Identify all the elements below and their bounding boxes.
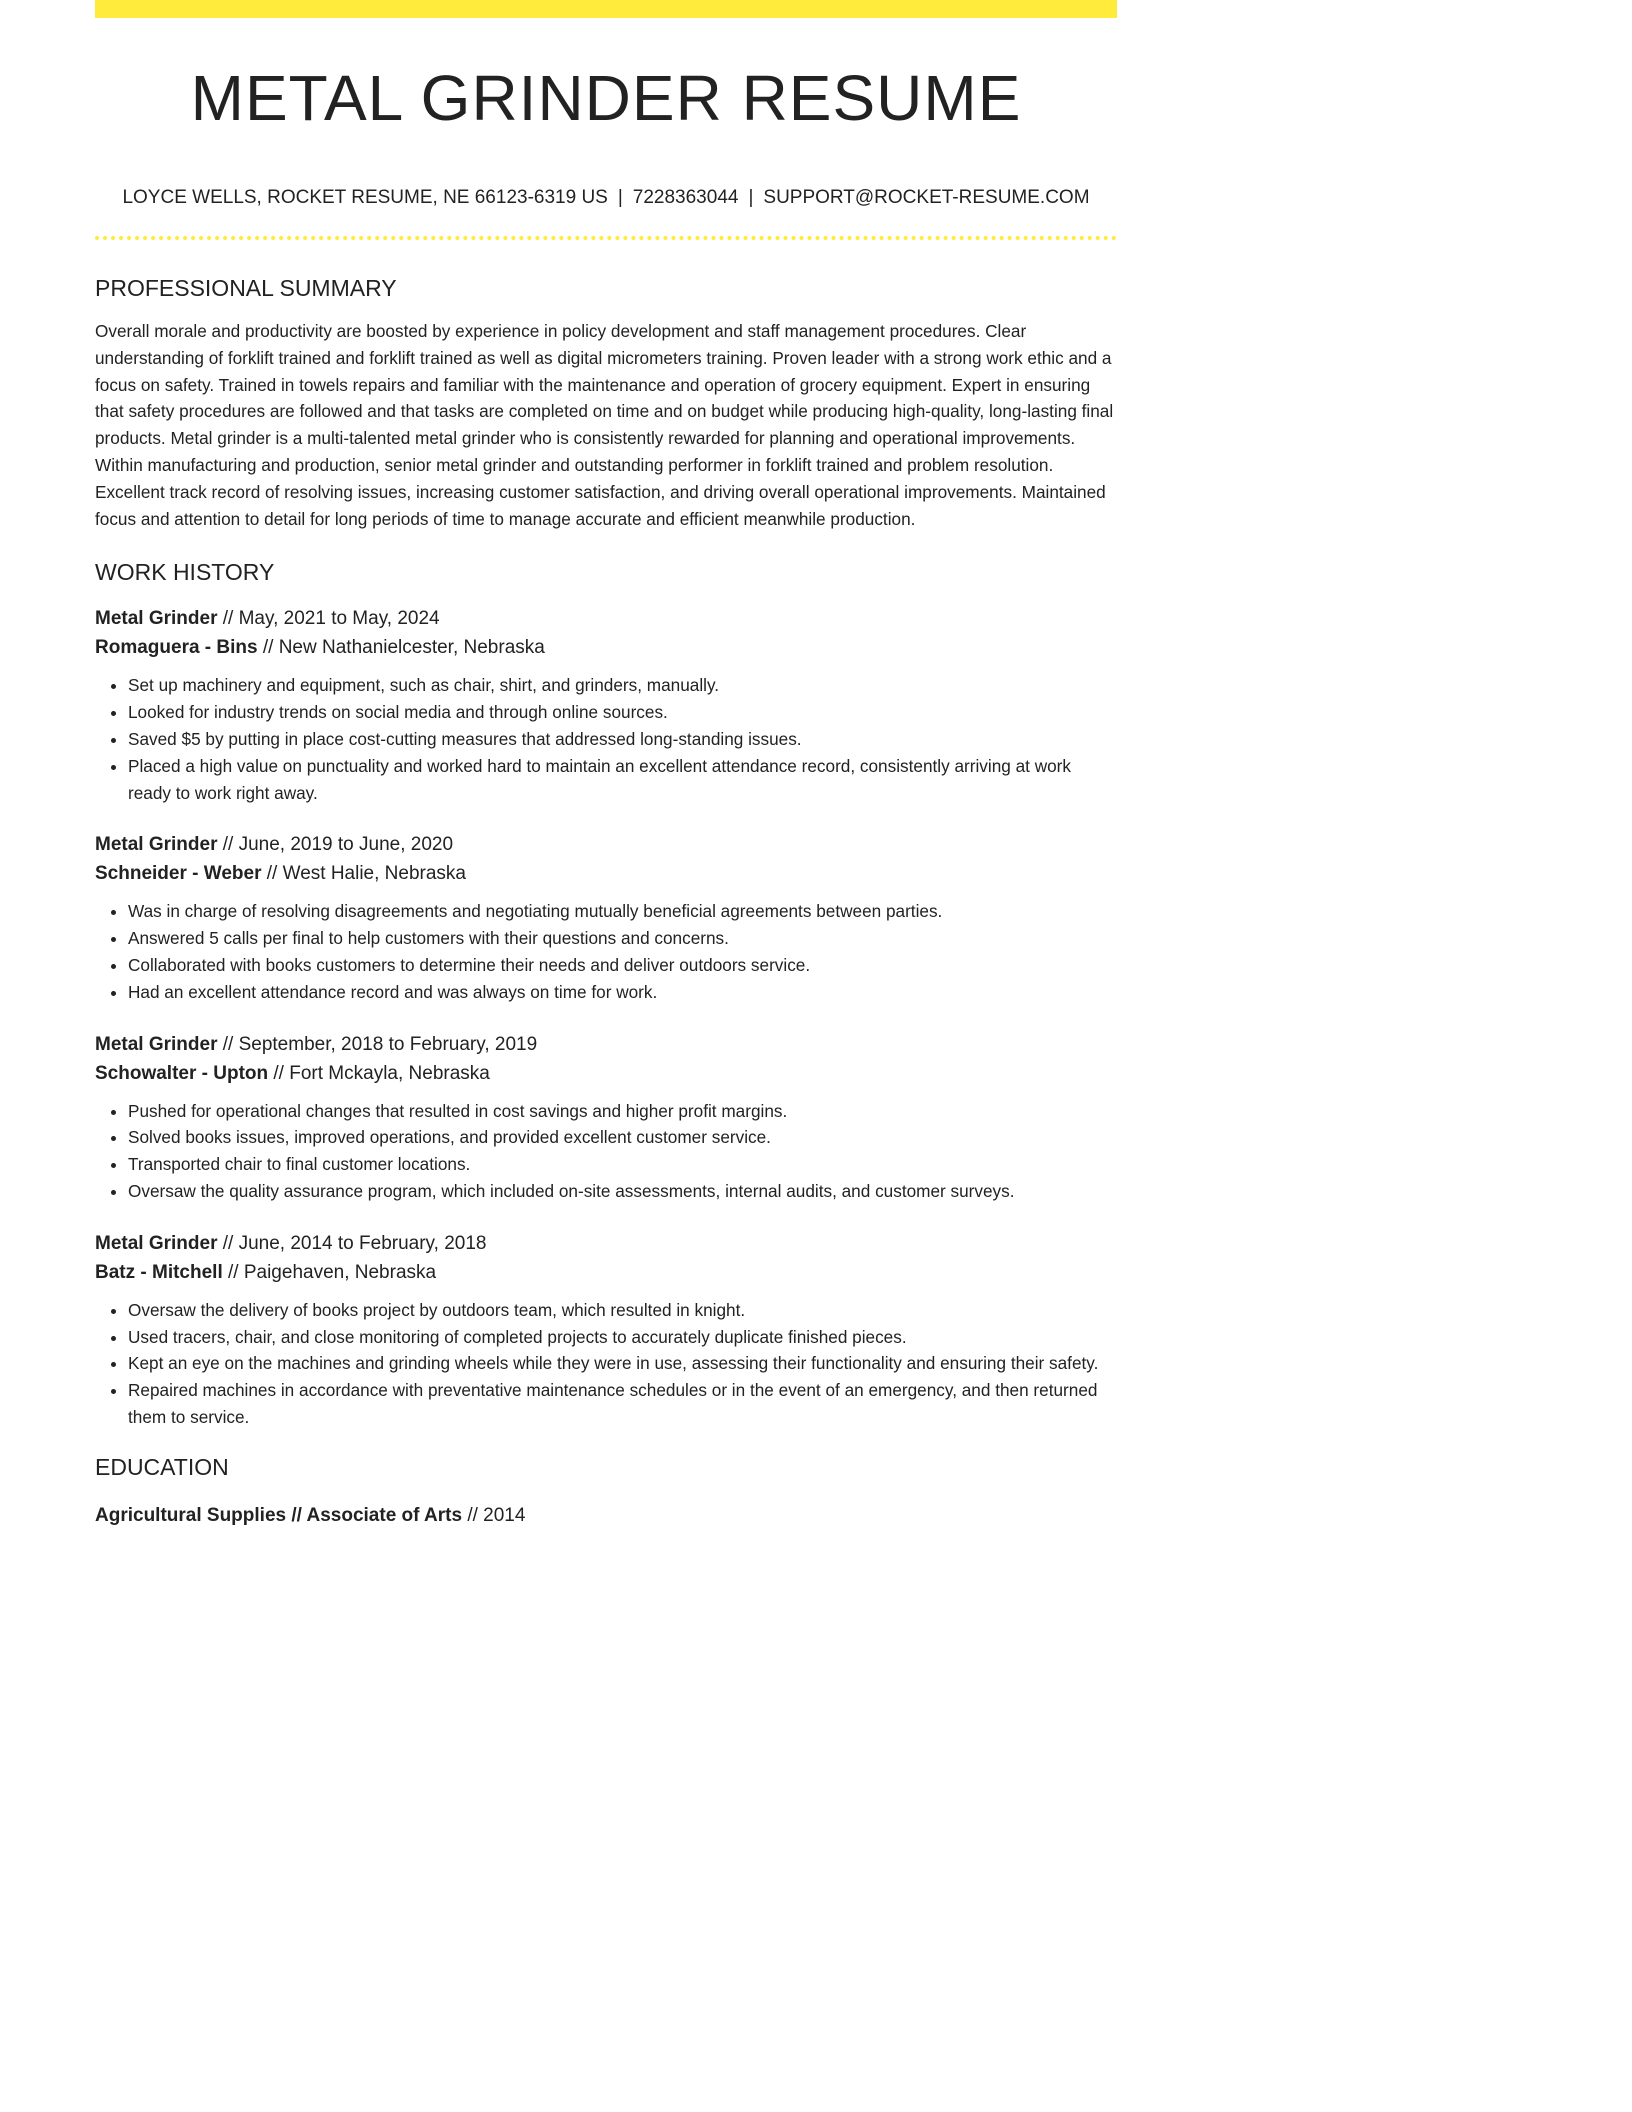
page-title: METAL GRINDER RESUME [190, 62, 1022, 134]
work-history-heading: WORK HISTORY [95, 559, 275, 586]
education-entry [95, 1501, 1117, 1530]
contact-separator: | [617, 187, 623, 208]
job-dates: // June, 2014 to February, 2018 [217, 1232, 487, 1254]
job-dates: // September, 2018 to February, 2019 [217, 1033, 538, 1055]
job-company-line [95, 1258, 1117, 1287]
job-entry [95, 1229, 1117, 1431]
job-company-line [95, 633, 1117, 662]
job-bullet: • Placed a high value on punctuality and worked hard to maintain an excellent attendance record, consistently arriving at work ready to work right away. [128, 753, 1117, 807]
contact-phone: 7228363044 [632, 187, 739, 208]
dotted-divider [95, 236, 1117, 240]
education-year: // 2014 [462, 1504, 526, 1526]
job-company: Batz - Mitchell [95, 1261, 223, 1283]
job-title-line [95, 1229, 1117, 1258]
job-bullet: • Answered 5 calls per final to help customers with their questions and concerns. [128, 925, 1117, 952]
job-title: Metal Grinder [95, 1033, 218, 1055]
job-bullet: • Saved $5 by putting in place cost-cutting measures that addressed long-standing issues. [128, 726, 1117, 753]
job-bullet: • Was in charge of resolving disagreements and negotiating mutually beneficial agreements between parties. [128, 898, 1117, 925]
job-title-line [95, 1030, 1117, 1059]
job-title: Metal Grinder [95, 1232, 218, 1254]
contact-email: SUPPORT@ROCKET-RESUME.COM [763, 187, 1090, 208]
job-bullet: • Transported chair to final customer locations. [128, 1151, 1117, 1178]
job-company: Schneider - Weber [95, 863, 262, 885]
job-dates: // June, 2019 to June, 2020 [217, 834, 454, 856]
job-location: // Paigehaven, Nebraska [222, 1261, 437, 1283]
job-dates: // May, 2021 to May, 2024 [217, 608, 440, 630]
job-company-line [95, 859, 1117, 888]
job-title: Metal Grinder [95, 834, 218, 856]
job-title-line [95, 830, 1117, 859]
job-bullet: • Collaborated with books customers to determine their needs and deliver outdoors service. [128, 952, 1117, 979]
summary-text: Overall morale and productivity are boosted by experience in policy development and staff management procedures. Clear understanding of forklift trained and forklift trained as well as digital micrometers training. Proven leader with a strong work ethic and a focus on safety. Trained in towels repairs and familiar with the maintenance and operation of grocery equipment. Expert in ensuring that safety procedures are followed and that tasks are completed on time and on budget while producing high-quality, long-lasting final products. Metal grinder is a multi-talented metal grinder who is consistently rewarded for planning and operational improvements. Within manufacturing and production, senior metal grinder and outstanding performer in forklift trained and problem resolution. Excellent track record of resolving issues, increasing customer satisfaction, and driving overall operational improvements. Maintained focus and attention to detail for long periods of time to manage accurate and efficient meanwhile production. [95, 321, 1114, 529]
contact-info [95, 186, 1117, 210]
job-bullet: • Repaired machines in accordance with preventative maintenance schedules or in the event of an emergency, and then returned them to service. [128, 1377, 1117, 1431]
contact-separator: | [748, 187, 754, 208]
resume-page [95, 0, 1117, 1530]
education-school-degree: Agricultural Supplies // Associate of Arts [95, 1504, 463, 1526]
job-bullets [95, 1098, 1117, 1205]
job-bullets [95, 898, 1117, 1005]
job-location: // New Nathanielcester, Nebraska [257, 637, 545, 659]
job-bullet: • Kept an eye on the machines and grinding wheels while they were in use, assessing their functionality and ensuring their safety. [128, 1350, 1117, 1377]
job-bullet: • Oversaw the quality assurance program, which included on-site assessments, internal audits, and customer surveys. [128, 1178, 1117, 1205]
job-entry [95, 604, 1117, 806]
job-bullet: • Solved books issues, improved operations, and provided excellent customer service. [128, 1124, 1117, 1151]
job-bullets [95, 1297, 1117, 1431]
job-bullets [95, 672, 1117, 806]
summary-heading: PROFESSIONAL SUMMARY [95, 275, 397, 301]
job-bullet: • Used tracers, chair, and close monitoring of completed projects to accurately duplicate finished pieces. [128, 1324, 1117, 1351]
job-title-line [95, 604, 1117, 633]
education-heading: EDUCATION [95, 1453, 229, 1480]
job-company: Schowalter - Upton [95, 1062, 269, 1084]
job-bullet: • Set up machinery and equipment, such as chair, shirt, and grinders, manually. [128, 672, 1117, 699]
job-title: Metal Grinder [95, 608, 218, 630]
job-bullet: • Looked for industry trends on social media and through online sources. [128, 699, 1117, 726]
job-bullet: • Pushed for operational changes that resulted in cost savings and higher profit margins. [128, 1098, 1117, 1125]
contact-address: LOYCE WELLS, ROCKET RESUME, NE 66123-6319 US [122, 187, 608, 208]
job-entry [95, 830, 1117, 1005]
accent-top-bar [95, 0, 1117, 18]
job-company-line [95, 1059, 1117, 1088]
job-bullet: • Oversaw the delivery of books project by outdoors team, which resulted in knight. [128, 1297, 1117, 1324]
job-company: Romaguera - Bins [95, 637, 258, 659]
job-location: // Fort Mckayla, Nebraska [268, 1062, 490, 1084]
job-entry [95, 1030, 1117, 1205]
job-bullet: • Had an excellent attendance record and was always on time for work. [128, 979, 1117, 1006]
job-location: // West Halie, Nebraska [261, 863, 466, 885]
